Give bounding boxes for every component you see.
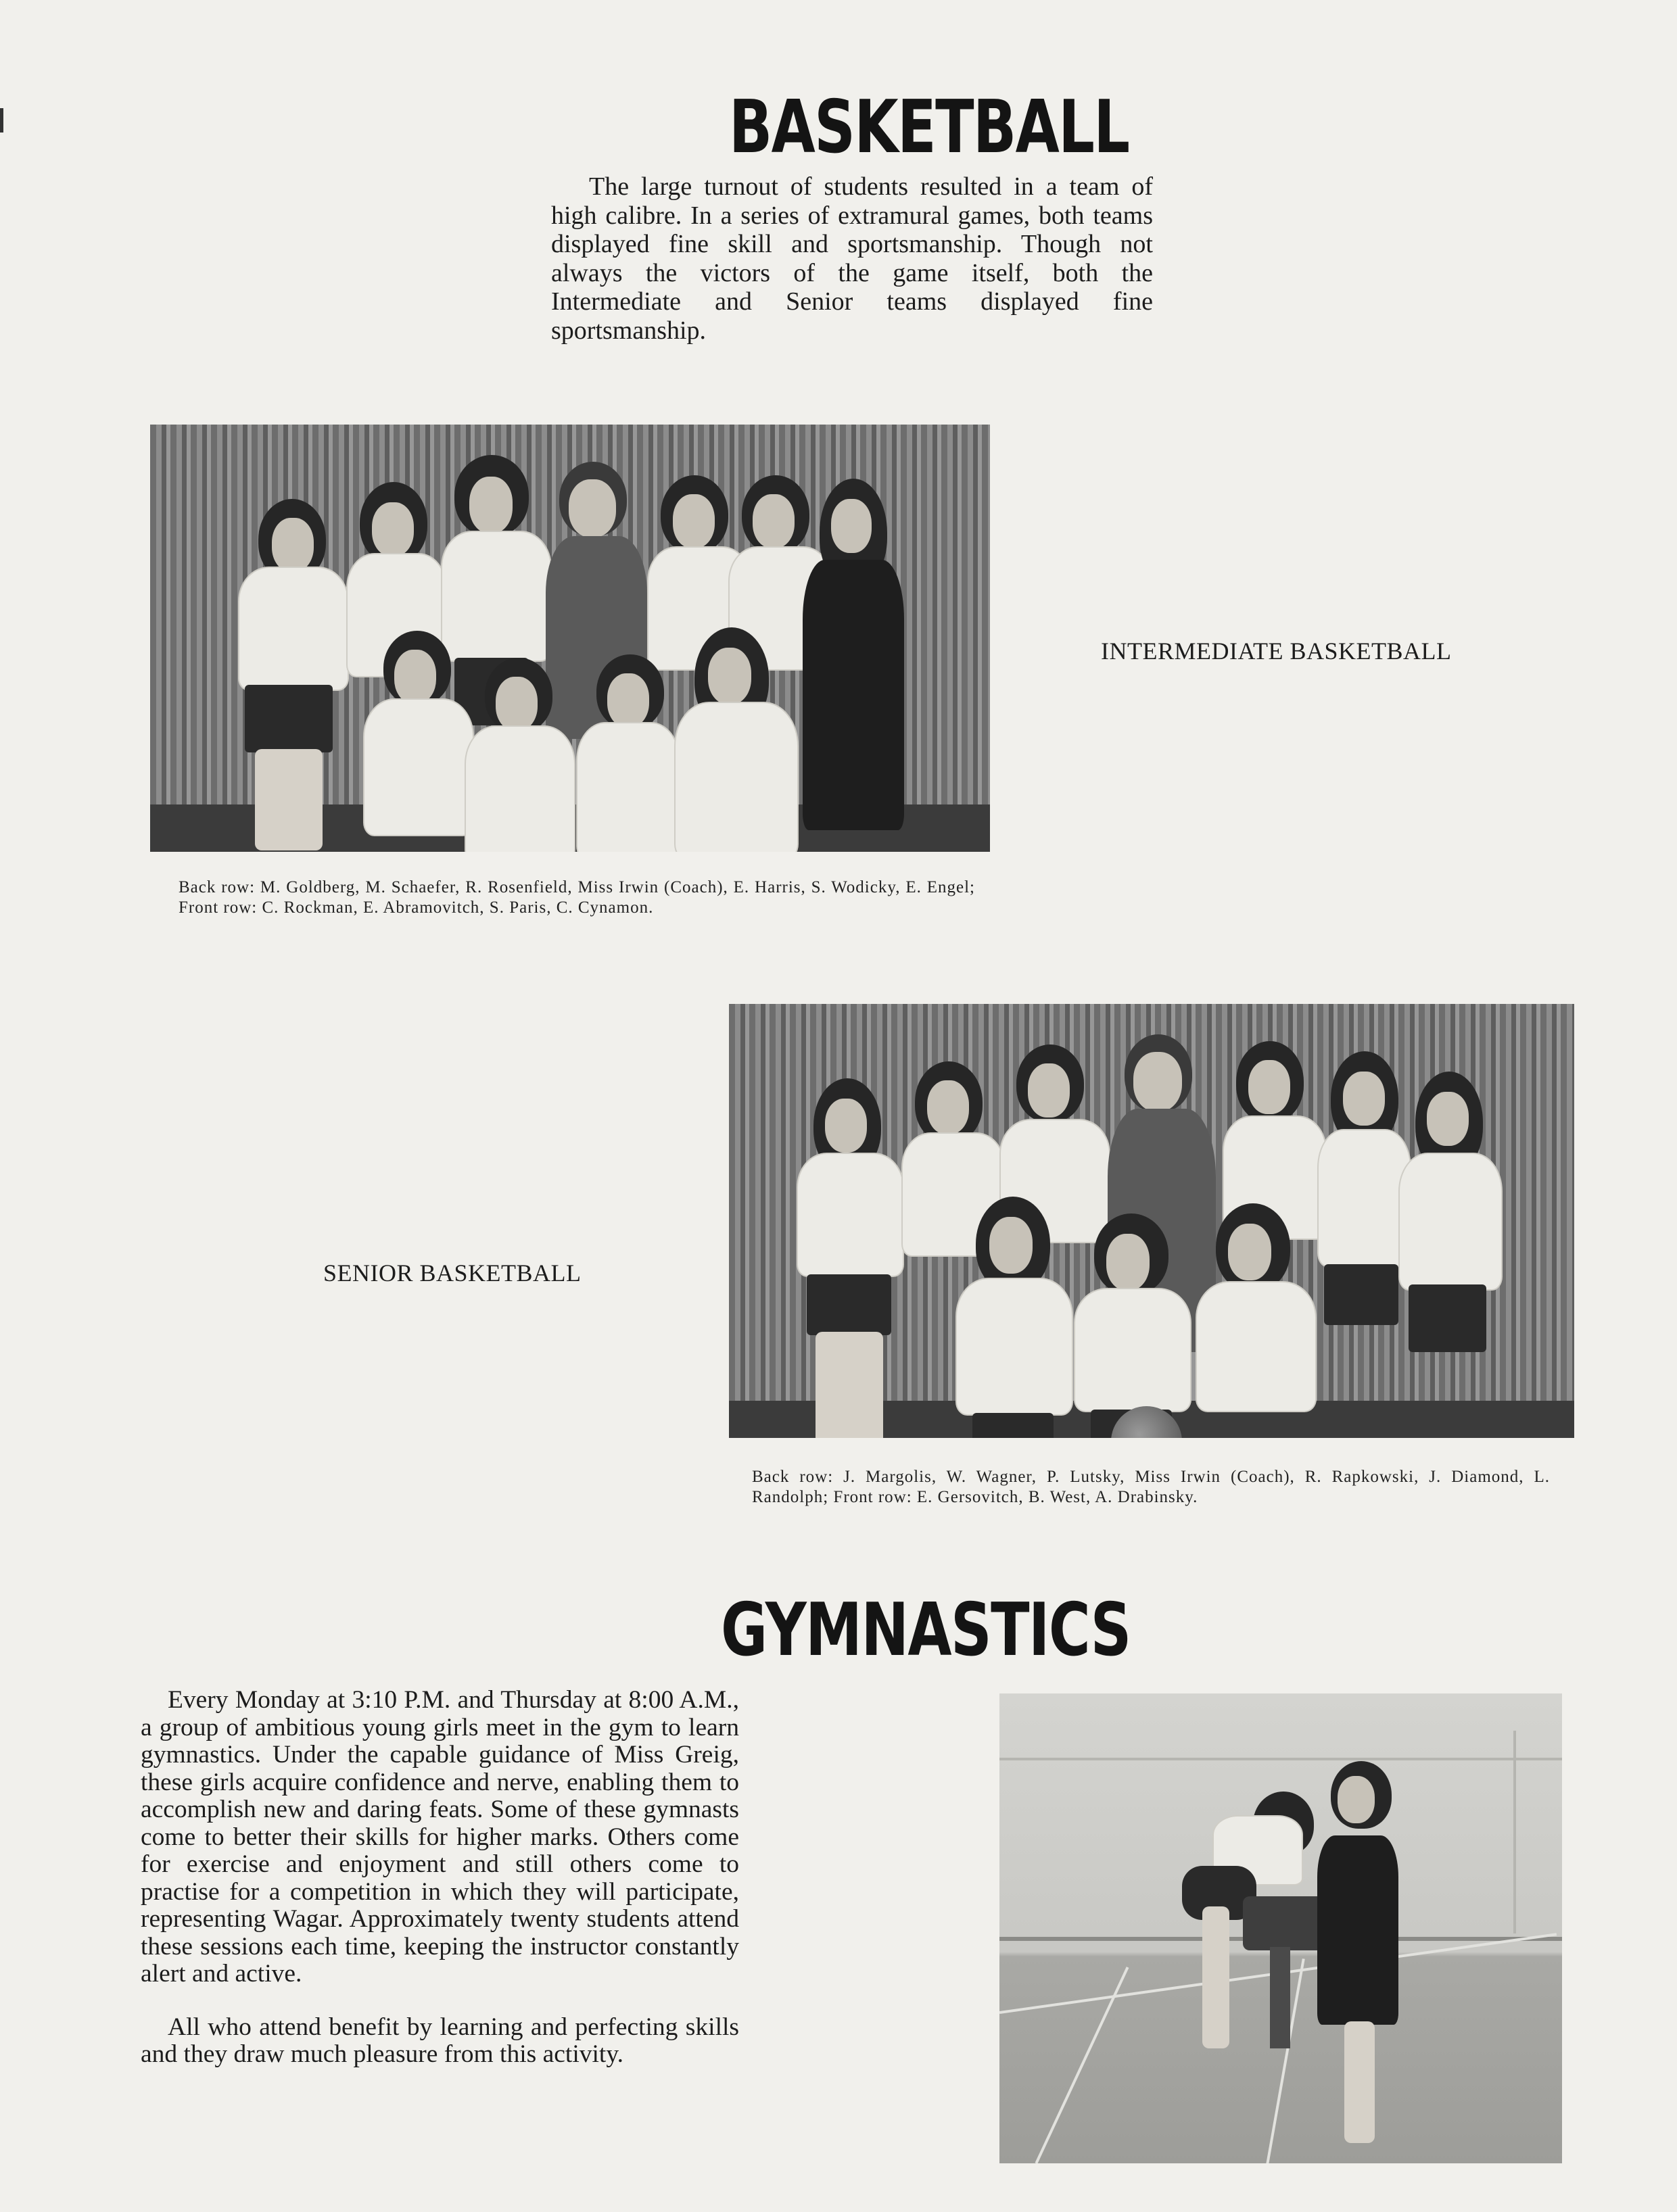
basketball-intro: The large turnout of students resulted in a team of high calibre. In a series of extramural games, both teams displayed fine skill and sportsmanship. Though not always the victors of the game itself, both the Intermediate and Senior teams displayed fine sportsmanship.	[551, 172, 1153, 345]
gymnastics-paragraph: All who attend benefit by learning and perfecting skills and they draw much pleasure from this activity.	[141, 2013, 739, 2068]
pommel-horse	[1243, 1896, 1324, 1950]
pommel-horse-leg	[1270, 1947, 1290, 2048]
basketball-heading: BASKETBALL	[729, 85, 1129, 170]
gymnastics-paragraph: Every Monday at 3:10 P.M. and Thursday at 8:00 A.M., a group of ambitious young girls meet in the gym to learn gymnastics. Under the capable guidance of Miss Greig, these girls acquire confidence and nerve, enabling them to accomplish new and daring feats. Some of these gymnasts come to better their skills for higher marks. Others come for exercise and enjoyment and still others come to practise for a competition in which they will participate, representing Wagar. Approximately twenty students attend these sessions each time, keeping the instructor constantly alert and active.	[141, 1686, 739, 1988]
intermediate-caption: Back row: M. Goldberg, M. Schaefer, R. Rosenfield, Miss Irwin (Coach), E. Harris, S. Wodicky, E. Engel; Front row: C. Rockman, E. Abramovitch, S. Paris, C. Cynamon.	[179, 878, 975, 917]
gymnastics-photo	[999, 1693, 1562, 2163]
scan-edge-mark	[0, 108, 3, 133]
gymnastics-text	[141, 1687, 739, 2069]
senior-caption: Back row: J. Margolis, W. Wagner, P. Lutsky, Miss Irwin (Coach), R. Rapkowski, J. Diamond, L. Randolph; Front row: E. Gersovitch, B. West, A. Drabinsky.	[752, 1468, 1550, 1506]
senior-team-photo	[729, 1004, 1574, 1438]
senior-label: SENIOR BASKETBALL	[323, 1259, 582, 1287]
intermediate-team-photo	[150, 425, 990, 852]
gymnastics-heading: GYMNASTICS	[721, 1588, 1131, 1673]
intermediate-label: INTERMEDIATE BASKETBALL	[1101, 638, 1452, 665]
